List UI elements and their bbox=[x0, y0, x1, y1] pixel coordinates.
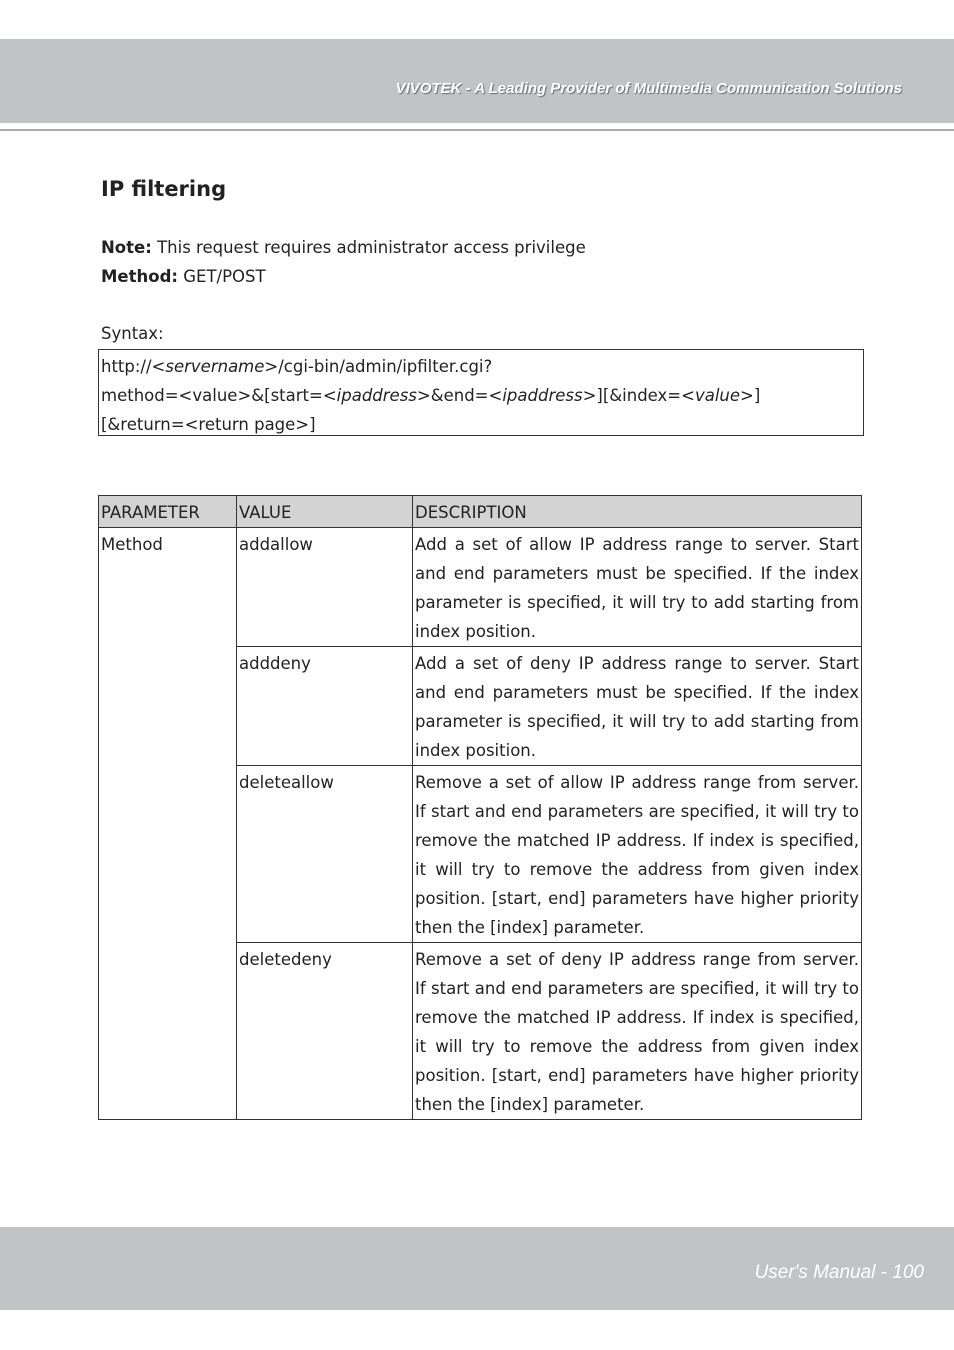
syntax-text: >/cgi-bin/admin/ipfilter.cgi? bbox=[264, 357, 493, 376]
header-tagline: VIVOTEK - A Leading Provider of Multimedia Communication Solutions bbox=[395, 80, 902, 97]
value-cell: addallow bbox=[237, 528, 413, 647]
parameter-cell: Method bbox=[99, 528, 237, 1120]
description-cell: Add a set of deny IP address range to server. Start and end parameters must be specified. If the index parameter is specified, it will try to add starting from index position. bbox=[413, 647, 862, 766]
table-header-row bbox=[99, 496, 862, 528]
page-title: IP filtering bbox=[101, 177, 227, 201]
note-label: Note: bbox=[101, 238, 152, 257]
parameter-table bbox=[98, 495, 862, 1120]
header-parameter: PARAMETER bbox=[99, 496, 237, 528]
note-text: This request requires administrator access privilege bbox=[151, 238, 586, 257]
header-value: VALUE bbox=[237, 496, 413, 528]
syntax-text: method=<value>&[start=< bbox=[101, 386, 337, 405]
syntax-line-1 bbox=[101, 352, 863, 381]
method-label: Method: bbox=[101, 267, 178, 286]
syntax-text: >][&index=< bbox=[582, 386, 695, 405]
description-cell: Add a set of allow IP address range to server. Start and end parameters must be specified. If the index parameter is specified, it will try to add starting from index position. bbox=[413, 528, 862, 647]
description-cell: Remove a set of deny IP address range from server. If start and end parameters are specified, it will try to remove the matched IP address. If index is specified, it will try to remove the address from given index position. [start, end] parameters have higher priority then the [index] parameter. bbox=[413, 943, 862, 1120]
syntax-box bbox=[98, 349, 864, 436]
syntax-line-2 bbox=[101, 381, 863, 410]
header-divider bbox=[0, 129, 954, 131]
method-text: GET/POST bbox=[178, 267, 266, 286]
syntax-placeholder: ipaddress bbox=[502, 386, 583, 405]
syntax-placeholder: value bbox=[694, 386, 741, 405]
description-cell: Remove a set of allow IP address range from server. If start and end parameters are specified, it will try to remove the matched IP address. If index is specified, it will try to remove the address from given index position. [start, end] parameters have higher priority then the [index] parameter. bbox=[413, 766, 862, 943]
syntax-label: Syntax: bbox=[101, 324, 164, 343]
footer-page-number: User's Manual - 100 bbox=[754, 1262, 924, 1283]
value-cell: adddeny bbox=[237, 647, 413, 766]
table-row bbox=[99, 528, 862, 647]
syntax-placeholder: servername bbox=[165, 357, 265, 376]
syntax-text: >&end=< bbox=[416, 386, 503, 405]
value-cell: deletedeny bbox=[237, 943, 413, 1120]
method-line bbox=[101, 267, 266, 286]
syntax-line-3: [&return=<return page>] bbox=[101, 415, 316, 434]
value-cell: deleteallow bbox=[237, 766, 413, 943]
syntax-text: http://< bbox=[101, 357, 166, 376]
note-line bbox=[101, 238, 586, 257]
syntax-text: >] bbox=[740, 386, 761, 405]
syntax-placeholder: ipaddress bbox=[336, 386, 417, 405]
header-description: DESCRIPTION bbox=[413, 496, 862, 528]
